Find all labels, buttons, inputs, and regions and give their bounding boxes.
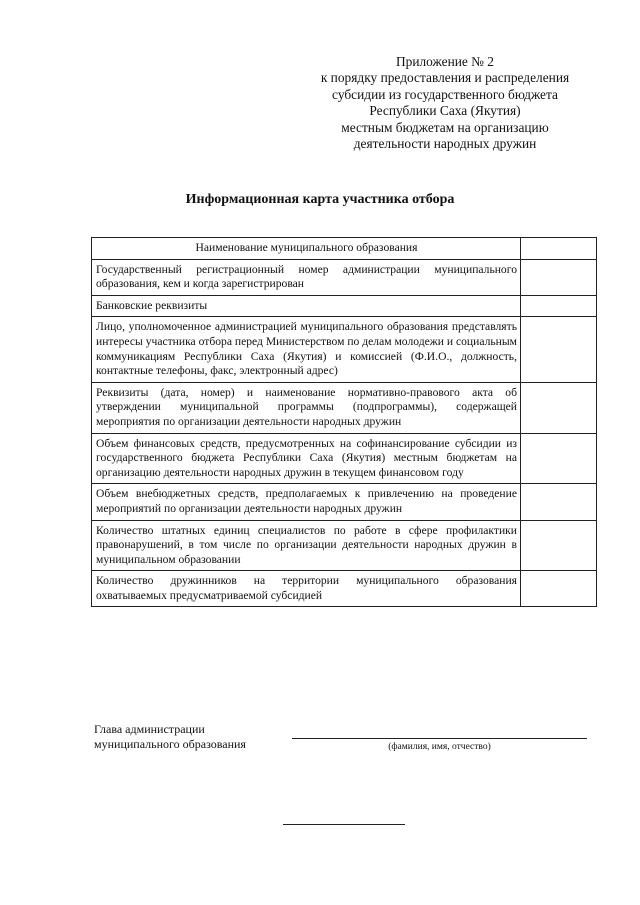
appendix-line: местным бюджетам на организацию bbox=[341, 119, 549, 135]
row-value-cell[interactable] bbox=[521, 571, 597, 607]
row-label-municipality-name: Наименование муниципального образования bbox=[92, 238, 521, 260]
footer-divider bbox=[283, 824, 405, 825]
row-value-cell[interactable] bbox=[521, 433, 597, 484]
row-value-cell[interactable] bbox=[521, 317, 597, 382]
row-label-cofinancing-amount: Объем финансовых средств, предусмотренных на софинансирование субсидии из государственного бюджета Республики Саха (Якутия) местным бюджетам на организацию деятельности народных дружин в текущем финансовом году bbox=[92, 433, 521, 484]
table-row bbox=[92, 317, 597, 382]
row-value-cell[interactable] bbox=[521, 484, 597, 520]
row-label-staff-count: Количество штатных единиц специалистов по работе в сфере профилактики правонарушений, в том числе по организации деятельности народных дружин в муниципальном образовании bbox=[92, 520, 521, 571]
appendix-line: к порядку предоставления и распределения bbox=[320, 70, 570, 86]
appendix-line: Приложение № 2 bbox=[395, 54, 495, 69]
document-title: Информационная карта участника отбора bbox=[185, 192, 455, 207]
row-value-cell[interactable] bbox=[521, 295, 597, 317]
signature-block bbox=[94, 722, 246, 752]
table-row bbox=[92, 238, 597, 260]
table-row bbox=[92, 520, 597, 571]
row-label-volunteers-count: Количество дружинников на территории муниципального образования охватываемых предусматриваемой субсидией bbox=[92, 571, 521, 607]
row-label-registration-number: Государственный регистрационный номер администрации муниципального образования, кем и когда зарегистрирован bbox=[92, 259, 521, 295]
signature-line[interactable] bbox=[292, 738, 587, 739]
signature-title-line: Глава администрации bbox=[94, 722, 205, 736]
row-value-cell[interactable] bbox=[521, 238, 597, 260]
row-value-cell[interactable] bbox=[521, 520, 597, 571]
row-label-legal-act-details: Реквизиты (дата, номер) и наименование нормативно-правового акта об утверждении муниципальной программы (подпрограммы), содержащей мероприятия по организации деятельности народных дружин bbox=[92, 382, 521, 433]
appendix-line: деятельности народных дружин bbox=[353, 136, 537, 152]
appendix-line: Республики Саха (Якутия) bbox=[369, 103, 521, 119]
appendix-line: субсидии из государственного бюджета bbox=[332, 86, 558, 102]
signature-caption: (фамилия, имя, отчество) bbox=[388, 742, 491, 752]
table-row bbox=[92, 259, 597, 295]
table-row bbox=[92, 382, 597, 433]
table-row bbox=[92, 295, 597, 317]
row-value-cell[interactable] bbox=[521, 382, 597, 433]
table-row bbox=[92, 571, 597, 607]
row-label-extrabudgetary-funds: Объем внебюджетных средств, предполагаемых к привлечению на проведение мероприятий по организации деятельности народных дружин bbox=[92, 484, 521, 520]
info-card-table bbox=[91, 237, 597, 607]
table-row bbox=[92, 433, 597, 484]
signature-title-line: муниципального образования bbox=[94, 737, 246, 751]
row-value-cell[interactable] bbox=[521, 259, 597, 295]
appendix-header bbox=[300, 54, 590, 152]
table-row bbox=[92, 484, 597, 520]
row-label-authorized-person: Лицо, уполномоченное администрацией муниципального образования представлять интересы участника отбора перед Министерством по делам молодежи и социальным коммуникациям Республики Саха (Якутия) и комиссией (Ф.И.О., должность, контактные телефоны, факс, электронный адрес) bbox=[92, 317, 521, 382]
row-label-bank-details: Банковские реквизиты bbox=[92, 295, 521, 317]
